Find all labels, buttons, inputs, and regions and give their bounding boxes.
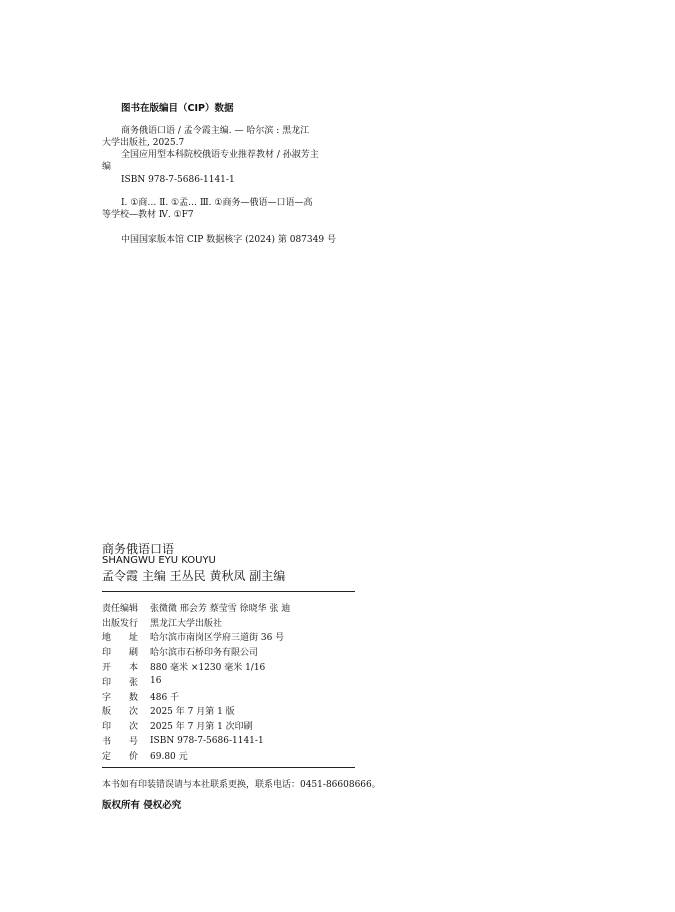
cip-line: 全国应用型本科院校俄语专业推荐教材 / 孙淑芳主 <box>121 150 319 160</box>
book-pinyin: SHANGWU EYU KOUYU <box>102 555 216 566</box>
info-row <box>102 600 290 615</box>
cip-title: 图书在版编目（CIP）数据 <box>121 103 234 114</box>
info-value: 2025 年 7 月第 1 次印刷 <box>150 722 253 733</box>
info-row <box>102 689 290 704</box>
divider-top <box>102 591 355 592</box>
replacement-notice: 本书如有印装错误请与本社联系更换，联系电话：0451-86608666。 <box>102 780 381 790</box>
divider-bottom <box>102 767 355 768</box>
cip-line: Ⅰ. ①商… Ⅱ. ①孟… Ⅲ. ①商务—俄语—口语—高 <box>121 198 313 208</box>
info-row <box>102 615 290 630</box>
info-value: 张微微 邢会芳 蔡莹雪 徐晓华 张 迪 <box>150 603 291 614</box>
info-row <box>102 674 290 689</box>
info-label: 印 张 <box>102 677 138 688</box>
cip-line: 编 <box>102 162 112 172</box>
info-row <box>102 733 290 748</box>
info-value: 哈尔滨市石桥印务有限公司 <box>150 648 259 659</box>
cip-line: 等学校—教材 Ⅳ. ①F7 <box>102 210 194 220</box>
info-label: 书 号 <box>102 737 138 748</box>
cip-line: 商务俄语口语 / 孟令霞主编. — 哈尔滨 : 黑龙江 <box>121 126 310 136</box>
cip-isbn: ISBN 978-7-5686-1141-1 <box>121 175 235 185</box>
info-value: 880 毫米 ×1230 毫米 1/16 <box>150 663 266 674</box>
info-label: 开 本 <box>102 663 138 674</box>
info-row <box>102 644 290 659</box>
info-value: 69.80 元 <box>150 751 188 762</box>
info-value: 2025 年 7 月第 1 版 <box>150 707 235 718</box>
info-row <box>102 630 290 645</box>
info-value: 黑龙江大学出版社 <box>150 618 223 629</box>
info-row <box>102 718 290 733</box>
book-title: 商务俄语口语 <box>102 542 175 556</box>
info-label: 印 刷 <box>102 648 138 659</box>
info-value: 16 <box>150 676 162 687</box>
info-label: 定 价 <box>102 751 138 762</box>
cip-record-number: 中国国家版本馆 CIP 数据核字 (2024) 第 087349 号 <box>121 235 336 245</box>
publication-info-table <box>102 600 290 763</box>
info-label: 地 址 <box>102 633 138 644</box>
info-label: 版 次 <box>102 707 138 718</box>
book-authors: 孟令霞 主编 王丛民 黄秋凤 副主编 <box>102 569 286 583</box>
info-row <box>102 704 290 719</box>
info-row <box>102 748 290 763</box>
info-row <box>102 659 290 674</box>
copyright-notice: 版权所有 侵权必究 <box>102 800 182 811</box>
cip-line: 大学出版社, 2025.7 <box>102 138 185 148</box>
info-value: 486 千 <box>150 692 180 703</box>
info-value: 哈尔滨市南岗区学府三道街 36 号 <box>150 633 285 644</box>
info-label: 印 次 <box>102 722 138 733</box>
info-label: 责任编辑 <box>102 603 139 614</box>
info-value: ISBN 978-7-5686-1141-1 <box>150 735 264 746</box>
info-label: 出版发行 <box>102 618 139 629</box>
info-label: 字 数 <box>102 692 138 703</box>
